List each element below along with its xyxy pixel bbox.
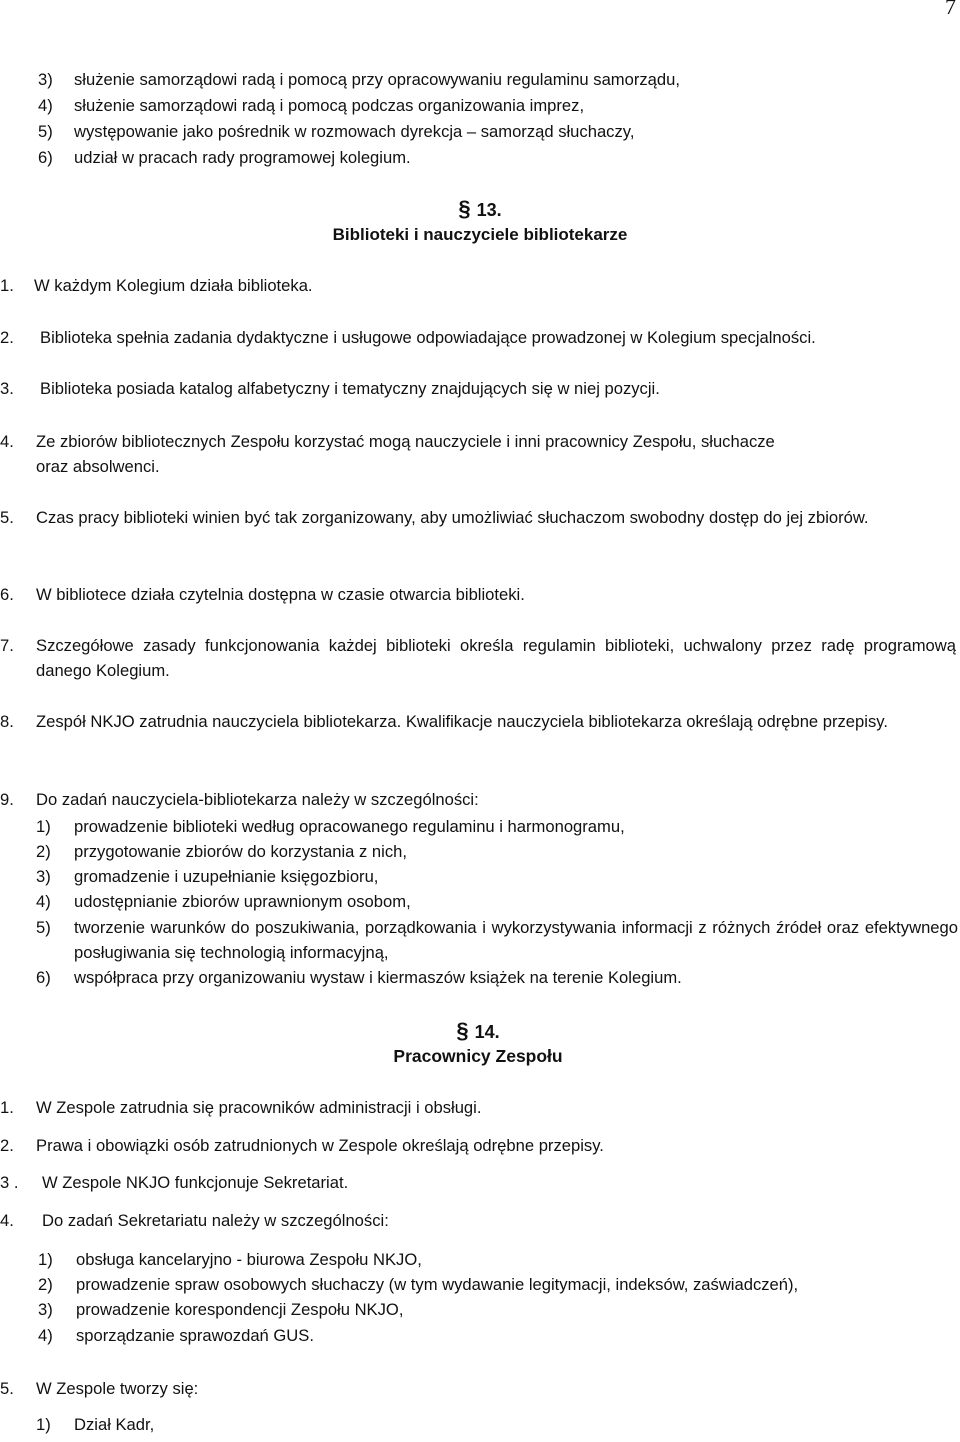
list-item-text: obsługa kancelaryjno - biurowa Zespołu NKJO, <box>76 1250 422 1269</box>
paragraph-number: 2. <box>0 1136 14 1155</box>
list-item-text: prowadzenie spraw osobowych słuchaczy (w tym wydawanie legitymacji, indeksów, zaświadczeń), <box>76 1275 799 1294</box>
list-item-text: prowadzenie biblioteki według opracowanego regulaminu i harmonogramu, <box>74 817 625 836</box>
paragraph-number: 4. <box>0 1211 14 1230</box>
paragraph-text: W Zespole NKJO funkcjonuje Sekretariat. <box>42 1173 349 1192</box>
section-sign: § <box>456 1018 469 1043</box>
paragraph <box>0 505 940 555</box>
paragraph-number: 3 . <box>0 1173 19 1192</box>
section-13-title: Biblioteki i nauczyciele bibliotekarze <box>332 225 628 244</box>
paragraph-number: 5. <box>0 1379 14 1398</box>
paragraph-text: Prawa i obowiązki osób zatrudnionych w Zespole określają odrębne przepisy. <box>36 1136 604 1155</box>
list-item <box>36 915 956 965</box>
list-item-text: Dział Kadr, <box>74 1415 155 1434</box>
list-item-number: 6) <box>38 148 53 167</box>
paragraph-text: W bibliotece działa czytelnia dostępna w czasie otwarcia biblioteki. <box>36 585 525 604</box>
section-14-title: Pracownicy Zespołu <box>393 1046 563 1066</box>
list-item-number: 2) <box>36 842 51 861</box>
section-number: 14. <box>474 1022 500 1042</box>
list-item-text: tworzenie warunków do poszukiwania, porządkowania i wykorzystywania informacji z różnych źródeł oraz efektywnego posługiwania się technologią informacyjną, <box>74 918 958 962</box>
section-13-heading <box>130 196 830 223</box>
list-item-number: 4) <box>38 96 53 115</box>
paragraph <box>0 709 940 759</box>
list-item-text: współpraca przy organizowaniu wystaw i kiermaszów książek na terenie Kolegium. <box>74 968 682 987</box>
list-item-number: 3) <box>38 1300 53 1319</box>
paragraph-text: Do zadań Sekretariatu należy w szczególności: <box>42 1211 389 1230</box>
list-item-number: 1) <box>38 1250 53 1269</box>
list-item-text: gromadzenie i uzupełnianie księgozbioru, <box>74 867 379 886</box>
paragraph-number: 6. <box>0 585 14 604</box>
list-item-text: służenie samorządowi radą i pomocą podczas organizowania imprez, <box>74 96 585 115</box>
paragraph-number: 8. <box>0 712 14 731</box>
paragraph-text: Do zadań nauczyciela-bibliotekarza należy w szczególności: <box>36 790 479 809</box>
paragraph-text: Biblioteka posiada katalog alfabetyczny i tematyczny znajdujących się w niej pozycji. <box>40 379 660 398</box>
paragraph-number: 4. <box>0 432 14 451</box>
paragraph-text: W Zespole tworzy się: <box>36 1379 199 1398</box>
list-item-number: 4) <box>36 892 51 911</box>
list-item-text: przygotowanie zbiorów do korzystania z nich, <box>74 842 407 861</box>
list-item-text: udział w pracach rady programowej kolegium. <box>74 148 411 167</box>
paragraph-text: W Zespole zatrudnia się pracowników administracji i obsługi. <box>36 1098 482 1117</box>
paragraph-number: 2. <box>0 328 14 347</box>
list-item-number: 3) <box>38 70 53 89</box>
list-item-text: prowadzenie korespondencji Zespołu NKJO, <box>76 1300 404 1319</box>
paragraph-number: 7. <box>0 636 14 655</box>
paragraph-text: Ze zbiorów bibliotecznych Zespołu korzystać mogą nauczyciele i inni pracownicy Zespołu, słuchacze oraz absolwenci. <box>36 432 775 476</box>
list-item-text: udostępnianie zbiorów uprawnionym osobom, <box>74 892 411 911</box>
paragraph-number: 9. <box>0 790 14 809</box>
paragraph <box>0 633 956 683</box>
paragraph-text: Zespół NKJO zatrudnia nauczyciela bibliotekarza. Kwalifikacje nauczyciela bibliotekarza określają odrębne przepisy. <box>36 712 888 731</box>
paragraph-number: 1. <box>0 1098 14 1117</box>
paragraph-text: Czas pracy biblioteki winien być tak zorganizowany, aby umożliwiać słuchaczom swobodny dostęp do jej zbiorów. <box>36 508 869 527</box>
list-item-text: sporządzanie sprawozdań GUS. <box>76 1326 314 1345</box>
list-item-number: 5) <box>36 918 51 937</box>
section-sign: § <box>458 196 471 221</box>
section-number: 13. <box>476 200 502 220</box>
paragraph <box>0 429 940 479</box>
paragraph-number: 3. <box>0 379 14 398</box>
list-item-number: 4) <box>38 1326 53 1345</box>
page-number: 7 <box>945 0 956 19</box>
list-item-number: 6) <box>36 968 51 987</box>
list-item-text: służenie samorządowi radą i pomocą przy opracowywaniu regulaminu samorządu, <box>74 70 680 89</box>
section-14-heading <box>128 1018 828 1045</box>
paragraph-text: W każdym Kolegium działa biblioteka. <box>34 276 313 295</box>
list-item-number: 1) <box>36 1415 51 1434</box>
paragraph-text: Szczegółowe zasady funkcjonowania każdej biblioteki określa regulamin biblioteki, uchwalony przez radę programową danego Kolegium. <box>36 636 956 680</box>
list-item-number: 2) <box>38 1275 53 1294</box>
paragraph-text: Biblioteka spełnia zadania dydaktyczne i usługowe odpowiadające prowadzonej w Kolegium specjalności. <box>40 328 816 347</box>
list-item-number: 3) <box>36 867 51 886</box>
list-item-text: występowanie jako pośrednik w rozmowach dyrekcja – samorząd słuchaczy, <box>74 122 635 141</box>
paragraph-number: 5. <box>0 508 14 527</box>
list-item-number: 1) <box>36 817 51 836</box>
paragraph-number: 1. <box>0 276 14 295</box>
list-item-number: 5) <box>38 122 53 141</box>
